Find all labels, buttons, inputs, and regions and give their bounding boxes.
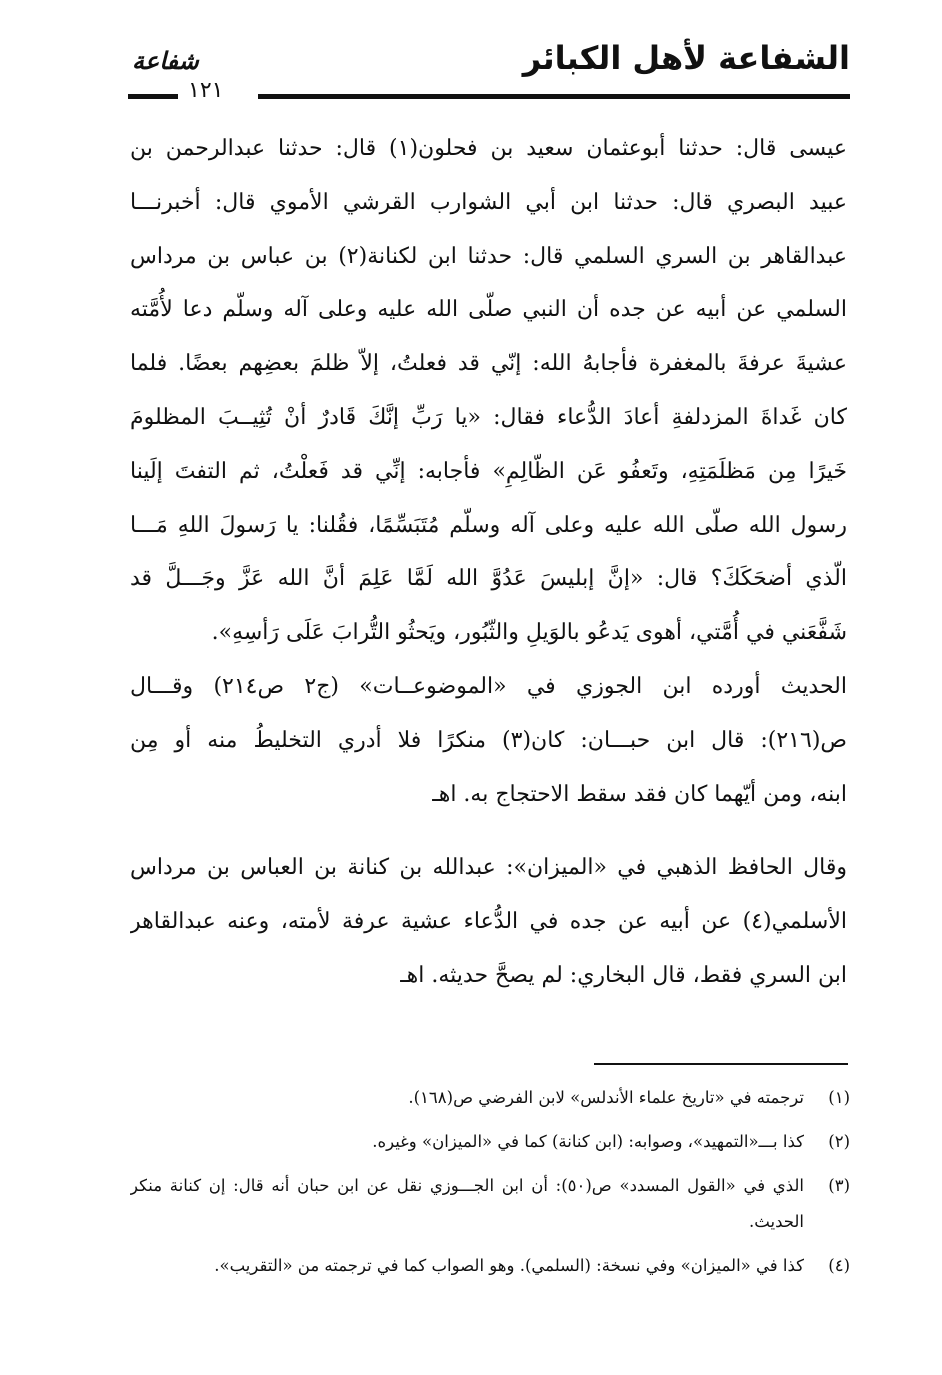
text-line: الّذي أضحَكَكَ؟ قال: «إنَّ إبليسَ عَدُوَّ الله لَمَّا عَلِمَ أنَّ الله عَزَّ وجَـــلَّ قد [130, 566, 847, 592]
text-line: كان غَداةَ المزدلفةِ أعادَ الدُّعاء فقال: «يا رَبِّ إنَّكَ قَادرٌ أنْ تُثِيــبَ المظلومَ [130, 404, 847, 430]
text-line: ابنه، ومن أيّهما كان فقد سقط الاحتجاج به. اهـ [432, 781, 847, 807]
text-line: عشيةَ عرفةَ بالمغفرة فأجابهُ الله: إنّي قد فعلتُ، إلاّ ظلمَ بعضِهم بعضًا. فلما [130, 351, 847, 377]
footnote-text: ترجمته في «تاريخ علماء الأندلس» لابن الفرضي ص(١٦٨). [408, 1088, 804, 1107]
footnote-number: (٣) [828, 1176, 850, 1195]
text-line: السلمي عن أبيه عن جده أن النبي صلّى الله عليه وعلى آله وسلّم دعا لأُمَّته [130, 297, 847, 323]
main-text [130, 122, 847, 1003]
footnote-number: (٢) [828, 1132, 850, 1151]
footnote-text: كذا في «الميزان» وفي نسخة: (السلمي). وهو الصواب كما في ترجمته من «التقريب». [214, 1256, 804, 1275]
footnote-number: (١) [828, 1088, 850, 1107]
text-line: عبدالقاهر بن السري السلمي قال: حدثنا ابن لكنانة(٢) بن عباس بن مرداس [130, 243, 847, 269]
text-line: ابن السري فقط، قال البخاري: لم يصحَّ حديثه. اهـ [400, 962, 847, 988]
text-line: عيسى قال: حدثنا أبوعثمان سعيد بن فحلون(١) قال: حدثنا عبدالرحمن بن [130, 136, 847, 161]
text-line: عبيد البصري قال: حدثنا ابن أبي الشوارب القرشي الأموي قال: أخبرنـــا [130, 189, 847, 215]
footnote-4 [130, 1248, 850, 1284]
footnotes [130, 1080, 850, 1292]
footnote-text: الذي في «القول المسدد» ص(٥٠): أن ابن الجـــوزي نقل عن ابن حبان أنه قال: إن كنانة منكر الحديث. [130, 1176, 804, 1231]
footnote-1 [130, 1080, 850, 1116]
text-line: شَفَّعَني في أُمَّتي، أهوى يَدعُو بالوَيلِ والثّبُور، ويَحثُو التُّرابَ عَلَى رَأسِهِ». [211, 620, 847, 646]
header-rule [258, 94, 850, 99]
footnote-separator [594, 1063, 848, 1065]
running-header-short-title: شفاعة [132, 47, 199, 75]
footnote-3 [130, 1168, 850, 1240]
header-rule-short [128, 94, 178, 99]
footnote-2 [130, 1124, 850, 1160]
text-line: رسول الله صلّى الله عليه وعلى آله وسلّم مُتَبَسِّمًا، فقُلنا: يا رَسولَ اللهِ مَـــا [130, 512, 847, 538]
text-line: خَيرًا مِن مَظلَمَتِهِ، وتَعفُو عَن الظّالِمِ» فأجابه: إنِّي قد فَعلْتُ، ثم التفتَ إلَينا [130, 458, 847, 484]
text-line: وقال الحافظ الذهبي في «الميزان»: عبدالله بن كنانة بن العباس بن مرداس [130, 855, 847, 881]
text-line: الأسلمي(٤) عن أبيه عن جده في الدُّعاء عشية عرفة لأمته، وعنه عبدالقاهر [130, 909, 847, 935]
footnote-number: (٤) [828, 1256, 850, 1275]
running-header-title: الشفاعة لأهل الكبائر [522, 39, 850, 77]
text-line: الحديث أورده ابن الجوزي في «الموضوعــات» (ج٢ ص٢١٤) وقـــال [130, 673, 847, 699]
text-line: ص(٢١٦): قال ابن حبـــان: كان(٣) منكرًا فلا أدري التخليطُ منه أو مِن [130, 727, 847, 753]
page-number: ١٢١ [188, 78, 224, 103]
footnote-text: كذا بـــ«التمهيد»، وصوابه: (ابن كنانة) كما في «الميزان» وغيره. [372, 1132, 804, 1151]
